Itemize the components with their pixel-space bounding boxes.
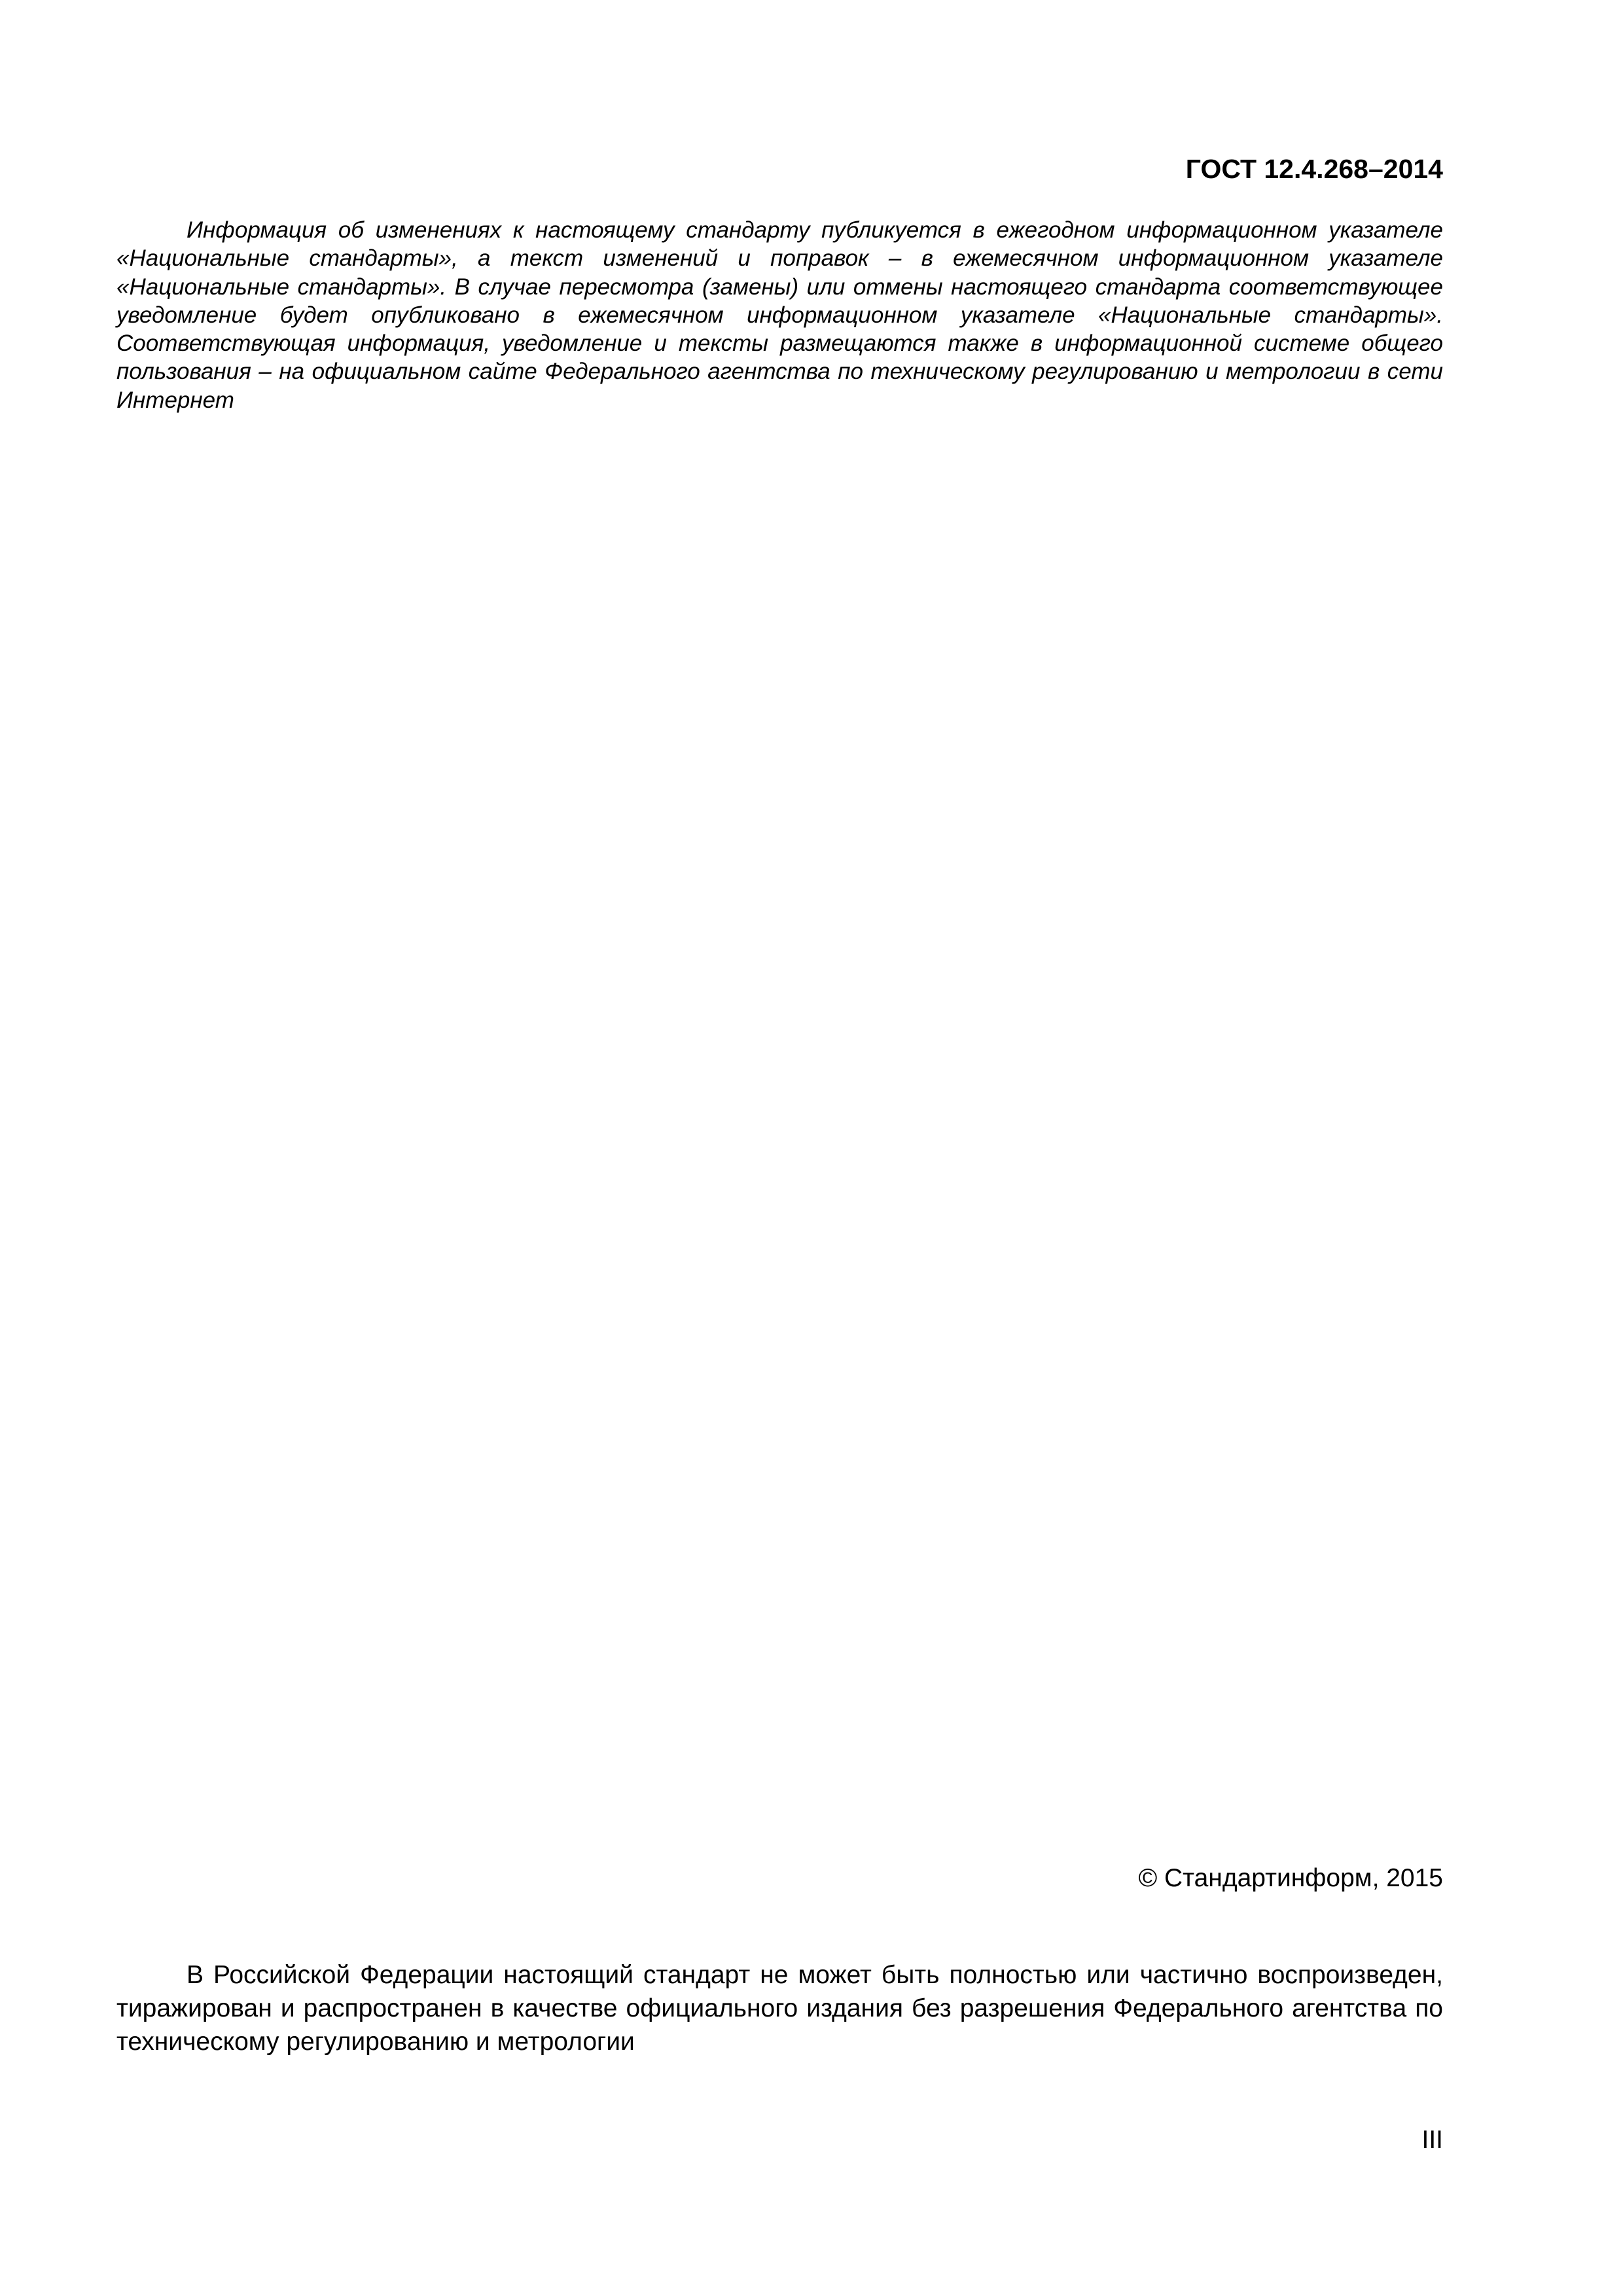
standard-code-header: ГОСТ 12.4.268–2014 — [1185, 154, 1443, 184]
copyright-notice: © Стандартинформ, 2015 — [1138, 1864, 1443, 1892]
amendments-info-paragraph: Информация об изменениях к настоящему стандарту публикуется в ежегодном информационном указателе «Национальные стандарты», а текст изменений и поправок – в ежемесячном информационном указателе «Национальные стандарты». В случае пересмотра (замены) или отмены настоящего стандарта соответствующее уведомление будет опубликовано в ежемесячном информационном указателе «Национальные стандарты». Соответствующая информация, уведомление и тексты размещаются также в информационной системе общего пользования – на официальном сайте Федерального агентства по техническому регулированию и метрологии в сети Интернет — [116, 217, 1443, 413]
reproduction-rights-paragraph: В Российской Федерации настоящий стандарт не может быть полностью или частично воспроизведен, тиражирован и распространен в качестве официального издания без разрешения Федерального агентства по техническому регулированию и метрологии — [116, 1961, 1443, 2056]
page-number: III — [1421, 2126, 1443, 2154]
